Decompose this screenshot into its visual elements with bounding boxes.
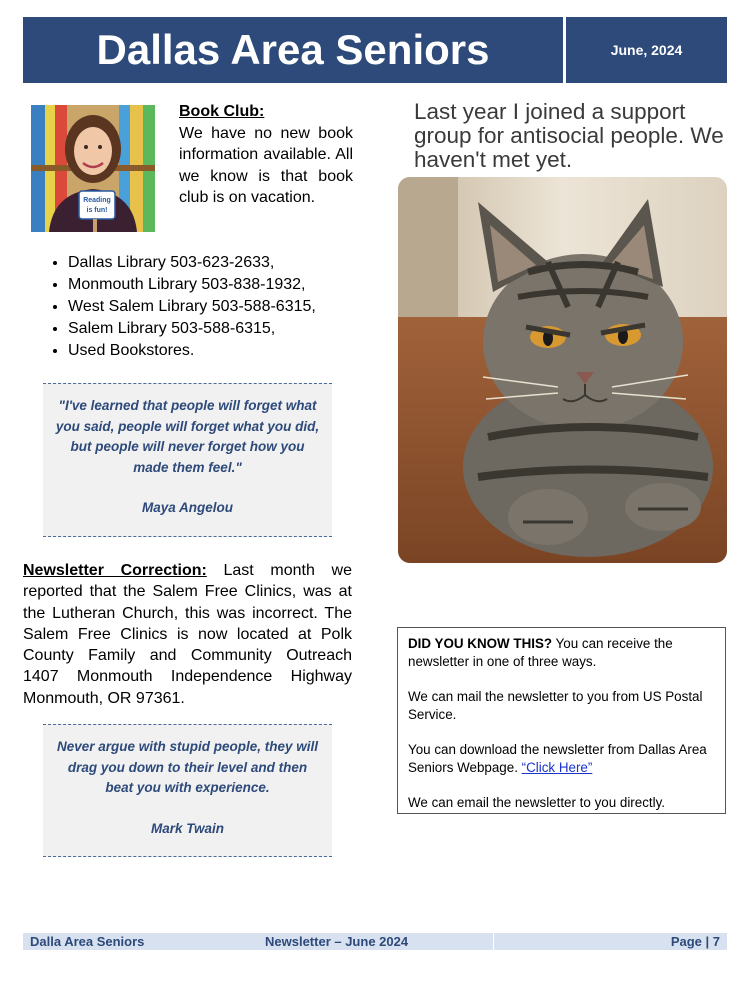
list-item: • Dallas Library 503-623-2633, <box>68 252 408 274</box>
book-club-body: We have no new book information available. All we know is that book club is on vacation. <box>179 124 353 207</box>
click-here-link[interactable]: “Click Here” <box>521 760 593 775</box>
quote-box-twain <box>43 724 332 857</box>
header-title-banner <box>23 17 563 83</box>
did-you-know-box <box>397 627 726 814</box>
book-club-heading: Book Club: <box>179 103 265 120</box>
issue-date: June, 2024 <box>610 42 683 58</box>
newsletter-correction-section <box>23 560 352 709</box>
quote-text: "I've learned that people will forget what you said, people will forget what you did, but people will never forget how you made them feel." <box>55 398 320 475</box>
list-item: • West Salem Library 503-588-6315, <box>68 296 408 318</box>
svg-text:is fun!: is fun! <box>86 207 108 214</box>
svg-text:Reading: Reading <box>83 197 111 204</box>
did-you-know-email: We can email the newsletter to you directly. <box>408 795 666 810</box>
page-footer <box>23 933 727 950</box>
quote-text: Never argue with stupid people, they will drag you down to their level and then beat you with experience. <box>56 739 319 795</box>
list-item: • Monmouth Library 503-838-1932, <box>68 274 408 296</box>
footer-divider <box>493 933 494 950</box>
book-club-photo <box>31 105 155 232</box>
correction-body: Last month we reported that the Salem Free Clinics, was at the Lutheran Church, this was incorrect. The Salem Free Clinics is now located at Polk County Family and Community Outreach 1407 Monmouth Independence Highway Monmouth, OR 97361. <box>23 562 353 707</box>
did-you-know-intro <box>408 635 718 671</box>
did-you-know-download-text: You can download the newsletter from Dallas Area Seniors Webpage. <box>408 742 707 775</box>
library-list <box>23 252 408 362</box>
page-title: Dallas Area Seniors <box>96 26 490 73</box>
quote-box-angelou <box>43 383 332 537</box>
book-club-section <box>179 101 353 209</box>
list-item: • Used Bookstores. <box>68 340 408 362</box>
did-you-know-text <box>408 635 718 829</box>
quote-author: Maya Angelou <box>141 500 233 515</box>
footer-page-number: Page | 7 <box>670 934 720 949</box>
grumpy-cat-photo <box>398 177 727 563</box>
did-you-know-intro-text: You can receive the newsletter in one of three ways. <box>408 636 673 669</box>
header-date-banner <box>566 17 727 83</box>
did-you-know-heading: DID YOU KNOW THIS? <box>408 636 553 651</box>
quote-author: Mark Twain <box>150 820 225 836</box>
meme-caption: Last year I joined a support group for antisocial people. We haven't met yet. <box>414 99 724 172</box>
correction-heading: Newsletter Correction: <box>23 562 207 579</box>
did-you-know-download <box>408 741 718 777</box>
list-item: • Salem Library 503-588-6315, <box>68 318 408 340</box>
footer-org-name: Dalla Area Seniors <box>30 934 145 949</box>
did-you-know-mail: We can mail the newsletter to you from US Postal Service. <box>408 689 703 722</box>
footer-newsletter-label: Newsletter – June 2024 <box>265 934 409 949</box>
